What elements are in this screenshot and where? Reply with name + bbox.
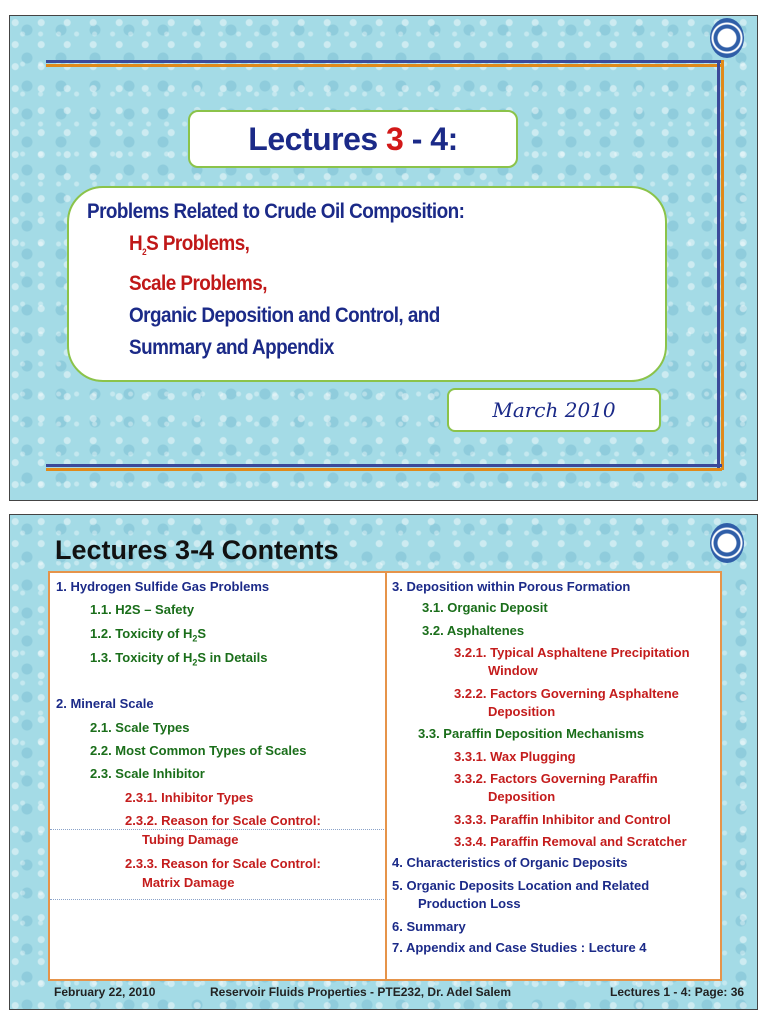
university-logo	[710, 523, 744, 563]
toc-item: 3. Deposition within Porous Formation	[392, 579, 631, 594]
bottom-rule-accent	[46, 468, 722, 471]
footer-course: Reservoir Fluids Properties - PTE232, Dr. Adel Salem	[210, 985, 512, 999]
toc-item: 2.3.2. Reason for Scale Control:	[125, 813, 321, 828]
footer-page: Lectures 1 - 4: Page: 36	[610, 985, 745, 999]
top-rule	[46, 60, 722, 63]
toc-item: 3.3. Paraffin Deposition Mechanisms	[418, 726, 645, 741]
toc-item: Production Loss	[418, 896, 521, 911]
contents-slide	[9, 514, 758, 1010]
contents-panel	[48, 571, 722, 981]
topic-summary: Summary and Appendix	[129, 336, 334, 360]
contents-title: Lectures 3-4 Contents	[55, 535, 339, 565]
toc-item: 6. Summary	[392, 919, 466, 934]
toc-item: 3.1. Organic Deposit	[422, 600, 548, 615]
toc-item: 3.3.4. Paraffin Removal and Scratcher	[454, 834, 687, 849]
toc-item: 5. Organic Deposits Location and Related	[392, 878, 650, 893]
footer-date: February 22, 2010	[54, 985, 156, 999]
topics-box	[67, 186, 667, 382]
right-rule	[717, 60, 720, 470]
topics-heading: Problems Related to Crude Oil Composition:	[87, 200, 465, 223]
toc-item: 3.2.1. Typical Asphaltene Precipitation	[454, 645, 690, 660]
topic-h2s: $H_2S$ Problems,	[129, 232, 250, 258]
toc-item: 2. Mineral Scale	[56, 696, 154, 711]
top-rule-accent	[46, 64, 722, 67]
slide-title: Lectures 3 - 4:	[248, 120, 458, 157]
date-box	[447, 388, 661, 432]
toc-item: 4. Characteristics of Organic Deposits	[392, 855, 628, 870]
toc-item: 1.3. Toxicity of $H_2S$ in Details	[90, 650, 268, 668]
toc-item: 1.2. Toxicity of $H_2S$	[90, 626, 207, 644]
university-logo	[710, 18, 744, 58]
column-divider	[385, 573, 387, 979]
toc-item: Deposition	[488, 704, 556, 719]
toc-item: 2.2. Most Common Types of Scales	[90, 743, 307, 758]
toc-item: Window	[488, 663, 538, 678]
toc-item: 7. Appendix and Case Studies : Lecture 4	[392, 940, 647, 955]
toc-item: 3.2. Asphaltenes	[422, 623, 525, 638]
toc-item: 3.3.1. Wax Plugging	[454, 749, 576, 764]
toc-item: 1.1. H2S – Safety	[90, 602, 195, 617]
toc-item: 3.3.3. Paraffin Inhibitor and Control	[454, 812, 671, 827]
bottom-rule	[46, 464, 722, 467]
toc-item: Tubing Damage	[142, 832, 239, 847]
dotted-guide	[50, 899, 384, 900]
toc-item: 3.3.2. Factors Governing Paraffin	[454, 771, 658, 786]
title-box	[188, 110, 518, 168]
toc-item: Deposition	[488, 789, 556, 804]
toc-item: Matrix Damage	[142, 875, 235, 890]
toc-item: 1. Hydrogen Sulfide Gas Problems	[56, 579, 270, 594]
toc-item: 2.3. Scale Inhibitor	[90, 766, 205, 781]
right-rule-accent	[721, 60, 724, 470]
toc-item: 2.3.1. Inhibitor Types	[125, 790, 254, 805]
topic-organic: Organic Deposition and Control, and	[129, 304, 440, 328]
toc-item: 3.2.2. Factors Governing Asphaltene	[454, 686, 679, 701]
toc-item: 2.1. Scale Types	[90, 720, 190, 735]
title-slide	[9, 15, 758, 501]
topic-scale: Scale Problems,	[129, 272, 267, 296]
lecture-date: March 2010	[492, 398, 616, 422]
toc-item: 2.3.3. Reason for Scale Control:	[125, 856, 321, 871]
